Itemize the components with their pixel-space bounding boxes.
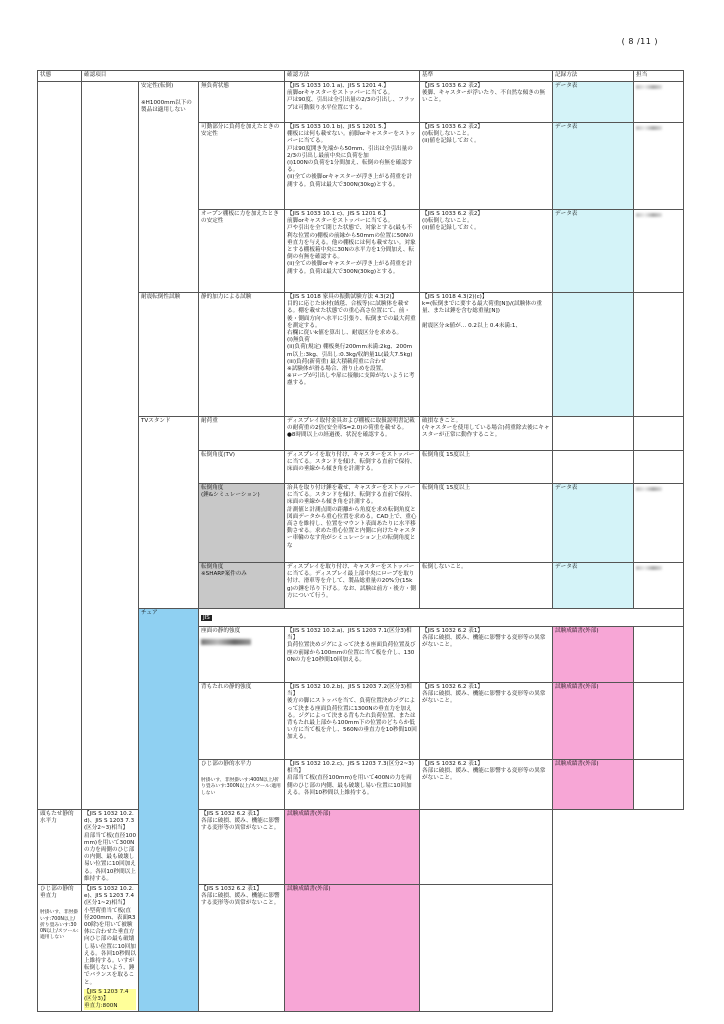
standard-cell: 【JIS S 1018 4.3(2)(c)】 k=(転倒までに要する最大荷重[N])/(試験体の重量、または錘を含む総重量[N]) 耐震区分:k値が… 0.2以上 0.4未満:1、 [420, 293, 553, 417]
item-cell [199, 627, 285, 683]
standard-cell: 破損なきこと。 (キャスターを使用している場合)荷重除去後にキャスターが正常に動作すること。 [420, 417, 553, 451]
standard-cell: 【JIS S 1033 6.2 表2】 後脚、キャスターが浮いたり、不自然な傾きの無いこと。 [420, 82, 553, 123]
item-cell: 耐荷重 [199, 417, 285, 451]
table-row [38, 885, 684, 1012]
standard-cell: 【JIS S 1033 6.2 表2】 (i)転倒しないこと。 (ii)値を記録しておく。 [420, 210, 553, 293]
group-cell [82, 82, 139, 810]
standard-cell: 転倒しないこと。 [420, 563, 553, 609]
item-cell: 頭もたせ静的水平力 [38, 810, 82, 885]
redacted-mark [636, 85, 662, 89]
group-chair: チェア [139, 609, 199, 1012]
method-cell: 【JIS S 1032 10.2.d)、JIS S 1203 7.3(区分2~3)相当】 肩部当て板(直径100mm)を用いて300Nの力を両側のひじ部の内側、最も破壊し易い位置に10回加える。各回10秒間以上維持する。 [82, 810, 139, 885]
group-tv: TVスタンド [139, 417, 199, 609]
method-cell: 【JIS S 1032 10.2.c)、JIS S 1203 7.3(区分2~3)相当】 肩部当て板(直径100mm)を用いて400Nの力を両側のひじ部の内側、最も破壊し易い位置に10回加える。各回10秒間以上維持する。 [285, 760, 420, 810]
method-cell: 【JIS S 1033 10.1 b)、JIS S 1201 5.】 棚板には何も載せない。前脚orキャスターをストッパーに当てる。 戸は90度開き先端から50mm、引出は全引出量の2/3の引出し最前中央に負荷を加 (i)100Nの負荷を1分間加え、転倒の有無を確認する。 (ii)全ての後脚orキャスターが浮き上がる荷重を計測する。負荷は最大で300N(30kg)とする。 [285, 123, 420, 210]
record-cell [553, 293, 634, 417]
standard-cell: 【JIS S 1032 6.2 表1】 各部に破損、緩み、機能に影響する変形等の異常がないこと。 [420, 760, 553, 810]
redacted-mark [636, 566, 662, 570]
method-cell: 【JIS S 1018 家具の振動試験方法 4.3(2)】 目的に応じた床材(絨毯、合板等)に試験体を載せる。棚を載せた状態での重心高さ位置にて、前・後・側面方向へ水平に引張り、転倒までの最大荷重を測定する。 右欄に従いk値を算出し、耐震区分を求める。 (i)無負荷 (ii)負荷(規定) 棚板奥行200mm未満:2kg、200mm以上:3kg、引出し:0.3kg/収納量1L(最大7.5kg) (iii)負荷(新荷重) 最大積載荷重に合わせ ※試験体が滑る場合、滑り止めを設置。 ※ロープが引出しや扉に接触に支障がないように考慮する。 [285, 293, 420, 417]
redacted-mark [636, 126, 662, 130]
redacted-mark [636, 213, 662, 217]
record-cell: 試験成績書(外部) [285, 810, 420, 885]
header-type: 状態 [38, 71, 82, 82]
method-cell: 【JIS S 1032 10.2.b)、JIS S 1203 7.2(区分3)相当】 後方の脚にストッパを当て、負荷位置決めジグによって決まる座面負荷位置に1300Nの垂直力を加える。ジグによって決まる背もたれ負荷位置、または背もたれ最上部から100mm下の位置のどちらか低い方に当て板を介し、560Nの垂直力を10秒間10回加える。 [285, 683, 420, 760]
item-cell [38, 885, 82, 1012]
owner-cell [634, 293, 684, 417]
standard-cell: 【JIS S 1032 6.2 表1】 各部に破損、緩み、機能に影響する変形等の異常がないこと。 [199, 885, 285, 1012]
header-record: 記録方法 [553, 71, 634, 82]
owner-cell [634, 82, 684, 123]
record-cell: 試験成績書(外部) [553, 760, 634, 810]
table-row [38, 82, 684, 123]
item-cell: 無負荷状態 [199, 82, 285, 123]
method-text: 【JIS S 1032 10.2.e)、JIS S 1203 7.4(区分1~2)相当】 小型荷重当て板(直径200mm、表面R300除)を用いて被験体に合わせた垂直方向ひじ部の最も破壊し易い位置に10回加える。各回10秒間以上維持する。いすが転倒しないよう、錘でバランスを取ること。 [84, 886, 136, 986]
method-cell: 【JIS S 1033 10.1 c)、JIS S 1201 6.】 前脚orキャスターをストッパーに当てる。 戸や引出を全て閉じた状態で、対象とする(最も不利な位置の)棚板の前縁から50mmの位置に50Nの垂直力を与える。他の棚板には何も載せない。対象とする棚板箱中央に30Nの水平力を1分間加え、転倒の有無を確認する。 (ii)全ての後脚orキャスターが浮き上がる荷重を計測する。負荷は最大で300N(30kg)とする。 [285, 210, 420, 293]
method-cell: 治具を取り付け錘を載せ、キャスターをストッパーに当てる。スタンドを傾け、転倒する直前で保持、床面の垂線から傾き角を計測する。 計測値と計測点間の距離から角度を求め転倒角度と図面データから重心位置を求める。CAD上で、重心高さを維持し、位置をマウント表面あたりに水平移動させる。求めた重心位置と内側に向けたキャスター車輪のなす角がシミュレーション上の転倒角度とな [285, 484, 420, 563]
item-cell: 転倒角度 ※SHARP案件のみ [199, 563, 285, 609]
standard-cell: 【JIS S 1032 6.2 表1】 各部に破損、緩み、機能に影響する変形等の異常がないこと。 [420, 683, 553, 760]
item-note: 肘掛いす、非肘掛いす:400N以上/折り畳みいす:300N以上/スツール:適用しない [201, 778, 281, 796]
standard-cell: 【JIS S 1033 6.2 表2】 (i)転倒しないこと。 (ii)値を記録しておく。 [420, 123, 553, 210]
method-cell: ディスプレイを取り付け、キャスターをストッパーに当てる。スタンドを傾け、転倒する直前で保持、床面の垂線から傾き角を計測する。 [285, 451, 420, 484]
owner-cell [634, 484, 684, 563]
header-item: 確認項目 [82, 71, 285, 82]
owner-cell [420, 885, 553, 1012]
jis-label: JIS [203, 615, 210, 621]
method-cell [82, 885, 139, 1012]
group-stability [139, 82, 199, 293]
owner-cell [634, 123, 684, 210]
method-cell: ディスプレイ取付金具および棚板に取扱説明書記載の耐荷重の2倍(安全率S=2.0)の荷重を載せる。 ●8時間以上の経過後、状況を確認する。 [285, 417, 420, 451]
record-cell: データ表 [553, 563, 634, 609]
redacted-image [201, 639, 251, 645]
group-fall: 耐震転倒性試験 [139, 293, 199, 417]
owner-cell [634, 563, 684, 609]
owner-cell [420, 810, 553, 885]
page-number: ( 8 /11 ) [621, 37, 658, 46]
owner-cell [634, 683, 684, 760]
owner-cell [634, 210, 684, 293]
inspection-table [37, 70, 684, 1012]
standard-cell: 転倒角度 15度以上 [420, 484, 553, 563]
item-cell: 可動部分に負荷を加えたときの安定性 [199, 123, 285, 210]
owner-cell [634, 760, 684, 810]
item-cell: 転倒角度(TV) [199, 451, 285, 484]
record-cell: データ表 [553, 123, 634, 210]
header-method: 確認方法 [285, 71, 420, 82]
item-label: ひじ部の静的垂直力 [40, 886, 74, 900]
header-row [38, 71, 684, 82]
record-cell: 試験成績書(外部) [553, 683, 634, 760]
method-cell: ディスプレイを取り付け、キャスターをストッパーに当てる。ディスプレイ最上部中央にロープを取り付け、滑車等を介して、製品総重量の20%分(15kg)の錘を吊り下げる。なお、試験は前方・後方・側方について行う。 [285, 563, 420, 609]
standard-cell: 【JIS S 1032 6.2 表1】 各部に破損、緩み、機能に影響する変形等の異常がないこと。 [420, 627, 553, 683]
record-cell: 試験成績書(外部) [553, 627, 634, 683]
owner-cell [634, 417, 684, 451]
header-owner: 担当 [634, 71, 684, 82]
standard-cell: 転倒角度 15度以上 [420, 451, 553, 484]
record-cell [553, 417, 634, 451]
item-note: 肘掛いす、非肘掛いす:700N以上/折り畳みいす:300N以上/スツール:適用しない [40, 910, 79, 941]
item-label: ひじ部の静的水平力 [201, 761, 252, 767]
item-cell: オープン棚板に力を加えたときの安定性 [199, 210, 285, 293]
method-cell: 【JIS S 1032 10.2.a)、JIS S 1203 7.1(区分3)相当】 負荷位置決めジグによって決まる座面負荷位置及び座の前縁から100mmの位置に当て板を介し、1300Nの力を10秒間10回加える。 [285, 627, 420, 683]
record-cell: データ表 [553, 484, 634, 563]
record-cell: データ表 [553, 210, 634, 293]
redacted-mark [636, 487, 662, 491]
item-cell: 静的加力による試験 [199, 293, 285, 417]
owner-cell [634, 451, 684, 484]
record-cell: 試験成績書(外部) [285, 885, 420, 1012]
method-cell: 【JIS S 1033 10.1 a)、JIS S 1201 4.】 前脚orキャスターをストッパーに当てる。 戸は90度、引出は全引出量の2/3の引出し、フラップは可動限り水平位置にする。 [285, 82, 420, 123]
group-stability-note: ※H1000mm以下の 製品は適用しない [141, 100, 192, 114]
table-row [38, 810, 684, 885]
method-highlight: 【JIS S 1203 7.4(区分3)】 垂直力:800N [84, 989, 136, 1011]
item-cell [199, 760, 285, 810]
standard-cell: 【JIS S 1032 6.2 表1】 各部に破損、緩み、機能に影響する変形等の異常がないこと。 [199, 810, 285, 885]
item-cell: 転倒角度 (錘&シミュレーション) [199, 484, 285, 563]
group-stability-label: 安定性(転倒) [141, 83, 174, 89]
owner-cell [634, 627, 684, 683]
record-cell [553, 451, 634, 484]
record-cell: データ表 [553, 82, 634, 123]
jis-bar-cell [199, 609, 684, 627]
item-label: 座面の静的強度 [201, 628, 241, 634]
type-cell [38, 82, 82, 810]
item-cell: 背もたれの静的強度 [199, 683, 285, 760]
header-standard: 基準 [420, 71, 553, 82]
